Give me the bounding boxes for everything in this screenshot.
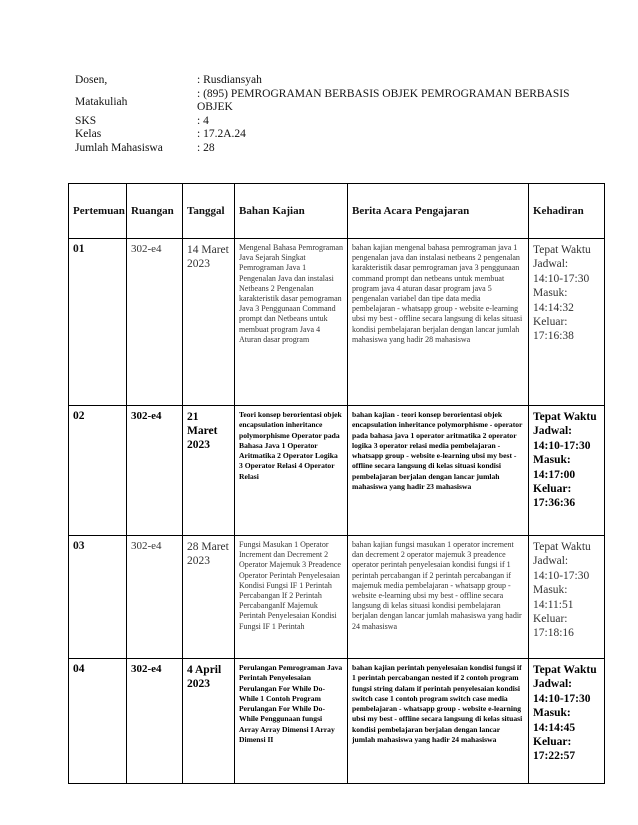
header-kehadiran: Kehadiran xyxy=(529,184,605,239)
cell-ruangan: 302-e4 xyxy=(127,659,183,784)
kehadiran-keluar-label: Keluar: xyxy=(533,316,568,329)
cell-berita-acara: bahan kajian - teori konsep berorientasi objek encapsulation inheritance polymorphisme - operator pada bahasa java 1 operator aritmatika 2 operator logika 3 operator relasi media pembelajaran - whatsapp group - website e-learning ubsi my best - offline secara langsung di kelas situasi kondisi pembelajaran berjalan dengan lancar jumlah mahasiswa yang hadir 23 mahasiswa xyxy=(348,406,529,536)
kehadiran-keluar-label: Keluar: xyxy=(533,483,572,496)
kehadiran-masuk-value: 14:14:45 xyxy=(533,721,576,734)
sks-value: : 4 xyxy=(197,114,209,127)
cell-kehadiran xyxy=(529,239,605,406)
cell-berita-acara: bahan kajian mengenal bahasa pemrograman java 1 pengenalan java dan instalasi netbeans 2 pengenalan karakteristik dasar pemrograman java 3 penggunaan command prompt dan netbeans untuk membuat program java 4 aturan dasar program java 5 pengenalan variabel dan tipe data media pembelajaran - whatsapp group - website e-learning ubsi my best - offline secara langsung di kelas situasi kondisi pembelajaran berjalan dengan lancar jumlah mahasiswa yang hadir 28 mahasiswa xyxy=(348,239,529,406)
info-row-sks xyxy=(75,115,575,129)
kehadiran-status: Tepat Waktu xyxy=(533,244,591,256)
cell-kehadiran xyxy=(529,659,605,784)
jumlah-label: Jumlah Mahasiswa xyxy=(75,141,163,154)
cell-berita-acara: bahan kajian fungsi masukan 1 operator increment dan decrement 2 operator majemuk 3 preadence operator perintah penyelesaian kondisi fungsi if 1 perintah percabangan if 2 perintah percabangan if majemuk media pembelajaran - whatsapp group - website e-learning ubsi my best - offline secara langsung di kelas situasi kondisi pembelajaran berjalan dengan lancar jumlah mahasiswa yang hadir 24 mahasiswa xyxy=(348,536,529,659)
kehadiran-status: Tepat Waktu xyxy=(533,411,597,423)
table-row xyxy=(69,536,605,659)
header-pertemuan: Pertemuan xyxy=(69,184,127,239)
cell-tanggal: 14 Maret 2023 xyxy=(183,239,235,406)
header-berita-acara: Berita Acara Pengajaran xyxy=(348,184,529,239)
kehadiran-status: Tepat Waktu xyxy=(533,541,591,553)
cell-kehadiran xyxy=(529,536,605,659)
kehadiran-keluar-value: 17:18:16 xyxy=(533,627,574,640)
course-info xyxy=(75,74,575,155)
cell-ruangan: 302-e4 xyxy=(127,536,183,659)
kehadiran-keluar-label: Keluar: xyxy=(533,613,568,626)
header-ruangan: Ruangan xyxy=(127,184,183,239)
kehadiran-masuk-value: 14:11:51 xyxy=(533,598,574,611)
kehadiran-jadwal-label: Jadwal: xyxy=(533,258,569,271)
kehadiran-jadwal-value: 14:10-17:30 xyxy=(533,569,590,582)
attendance-table xyxy=(68,183,605,784)
cell-berita-acara: bahan kajian perintah penyelesaian kondisi fungsi if 1 perintah percabangan nested if 2 contoh program fungsi string dalam if perintah penyelesaian kondisi switch case 1 contoh program switch case media pembelajaran - whatsapp group - website e-learning ubsi my best - offline secara langsung di kelas situasi kondisi pembelajaran berjalan dengan lancar jumlah mahasiswa yang hadir 24 mahasiswa xyxy=(348,659,529,784)
dosen-label: Dosen, xyxy=(75,74,108,86)
dosen-value: : Rusdiansyah xyxy=(197,74,262,86)
kehadiran-masuk-label: Masuk: xyxy=(533,584,568,597)
cell-tanggal: 28 Maret 2023 xyxy=(183,536,235,659)
table-row xyxy=(69,406,605,536)
info-row-matakuliah xyxy=(75,88,575,115)
kelas-value: : 17.2A.24 xyxy=(197,128,246,140)
jumlah-value: : 28 xyxy=(197,141,215,154)
kehadiran-jadwal-value: 14:10-17:30 xyxy=(533,272,590,285)
cell-pertemuan: 01 xyxy=(69,239,127,406)
cell-bahan-kajian: Fungsi Masukan 1 Operator Increment dan Decrement 2 Operator Majemuk 3 Preadence Operator Perintah Penyelesaian Kondisi Fungsi IF 1 Perintah Percabangan If 2 Perintah PercabanganIf Majemuk Perintah Penyelesaian Kondisi Fungsi IF 1 Perintah xyxy=(235,536,348,659)
header-bahan-kajian: Bahan Kajian xyxy=(235,184,348,239)
cell-pertemuan: 03 xyxy=(69,536,127,659)
kehadiran-jadwal-label: Jadwal: xyxy=(533,555,569,568)
cell-ruangan: 302-e4 xyxy=(127,406,183,536)
kehadiran-masuk-value: 14:14:32 xyxy=(533,301,574,314)
info-row-dosen xyxy=(75,74,575,88)
table-header-row xyxy=(69,184,605,239)
cell-bahan-kajian: Teori konsep berorientasi objek encapsulation inheritance polymorphisme Operator pada Bahasa Java 1 Operator Aritmatika 2 Operator Logika 3 Operator Relasi 4 Operator Relasi xyxy=(235,406,348,536)
kehadiran-masuk-value: 14:17:00 xyxy=(533,468,576,481)
matakuliah-label: Matakuliah xyxy=(75,95,128,108)
table-row xyxy=(69,239,605,406)
cell-bahan-kajian: Perulangan Pemrograman Java Perintah Penyelesaian Perulangan For While Do-While 1 Contoh Program Perulangan For While Do-While Penggunaan fungsi Array Array Dimensi I Array Dimensi II xyxy=(235,659,348,784)
kehadiran-keluar-value: 17:36:36 xyxy=(533,497,576,510)
kehadiran-keluar-value: 17:22:57 xyxy=(533,750,576,763)
kehadiran-masuk-label: Masuk: xyxy=(533,287,568,300)
info-row-jumlah xyxy=(75,142,575,156)
cell-kehadiran xyxy=(529,406,605,536)
cell-bahan-kajian: Mengenal Bahasa Pemrograman Java Sejarah Singkat Pemrograman Java 1 Pengenalan Java dan instalasi Netbeans 2 Pengenalan karakteristik dasar pemograman Java 3 Penggunaan Command prompt dan Netbeans untuk membuat program Java 4 Aturan dasar program xyxy=(235,239,348,406)
cell-tanggal: 21 Maret 2023 xyxy=(183,406,235,536)
table-row xyxy=(69,659,605,784)
sks-label: SKS xyxy=(75,114,97,127)
kehadiran-jadwal-label: Jadwal: xyxy=(533,678,572,691)
kehadiran-keluar-value: 17:16:38 xyxy=(533,330,574,343)
kehadiran-jadwal-label: Jadwal: xyxy=(533,425,572,438)
kehadiran-masuk-label: Masuk: xyxy=(533,454,571,467)
info-row-kelas xyxy=(75,128,575,142)
matakuliah-value: : (895) PEMROGRAMAN BERBASIS OBJEK PEMROGRAMAN BERBASIS OBJEK xyxy=(197,87,570,113)
kehadiran-keluar-label: Keluar: xyxy=(533,736,572,749)
kehadiran-jadwal-value: 14:10-17:30 xyxy=(533,439,591,452)
kehadiran-status: Tepat Waktu xyxy=(533,664,597,676)
cell-pertemuan: 02 xyxy=(69,406,127,536)
cell-tanggal: 4 April 2023 xyxy=(183,659,235,784)
kehadiran-masuk-label: Masuk: xyxy=(533,707,571,720)
header-tanggal: Tanggal xyxy=(183,184,235,239)
cell-ruangan: 302-e4 xyxy=(127,239,183,406)
cell-pertemuan: 04 xyxy=(69,659,127,784)
kelas-label: Kelas xyxy=(75,128,102,140)
kehadiran-jadwal-value: 14:10-17:30 xyxy=(533,692,591,705)
